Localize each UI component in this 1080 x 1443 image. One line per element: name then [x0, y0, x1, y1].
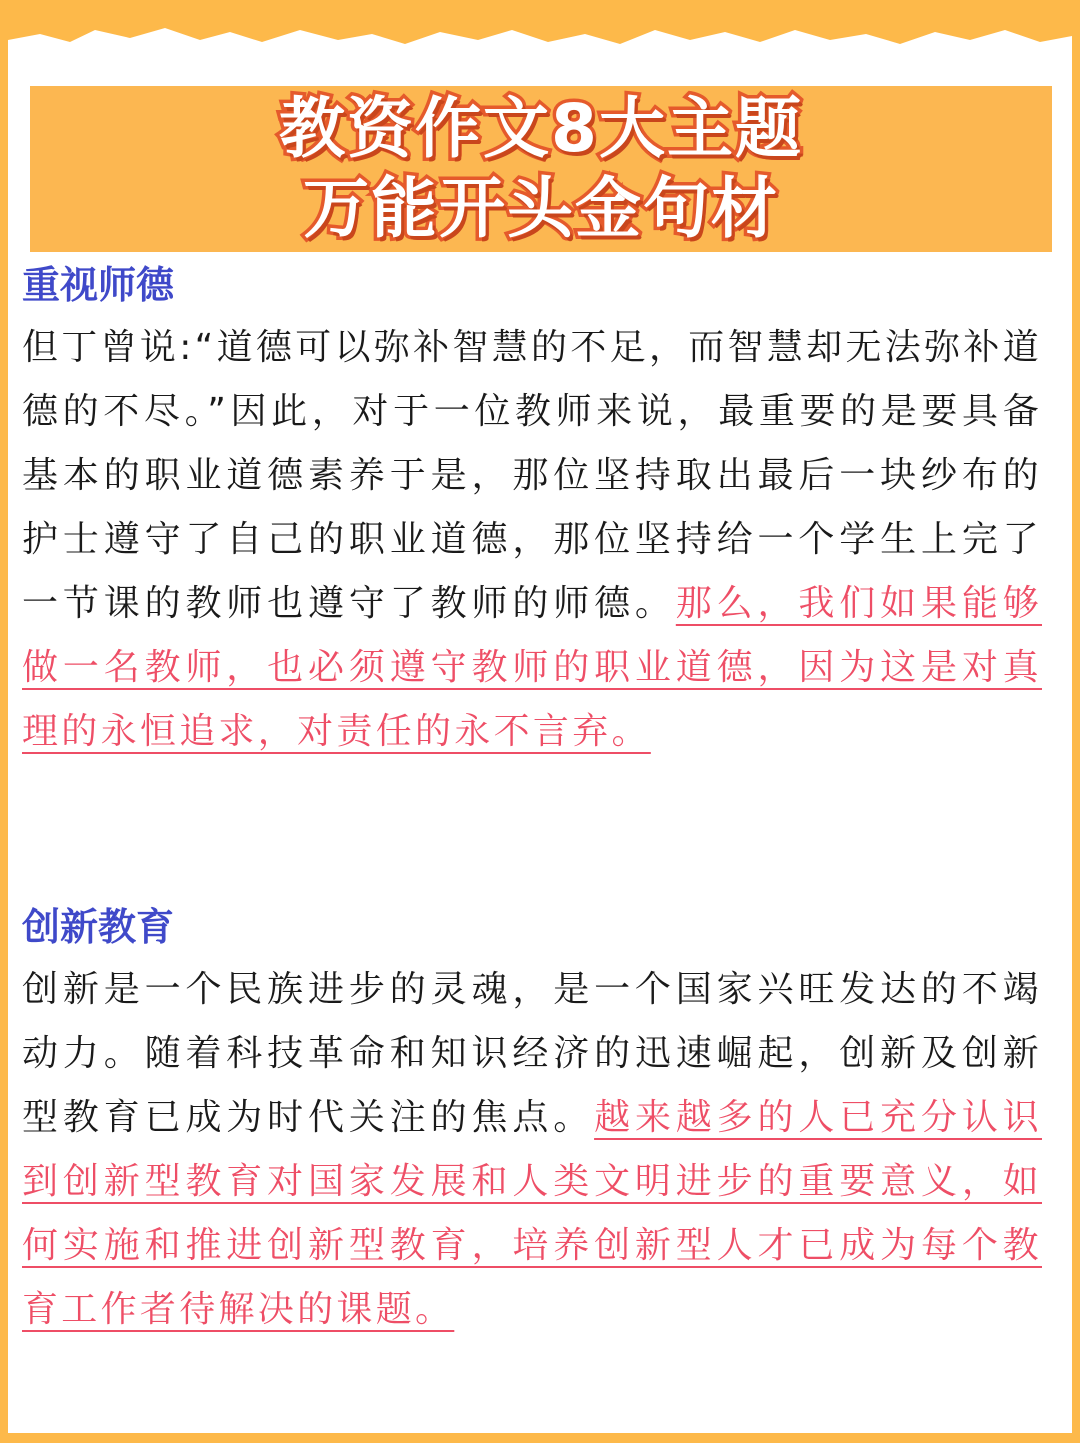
page-title [30, 86, 1052, 252]
section-heading: 创新教育 [22, 905, 175, 949]
highlighted-quote: 越来越多的人已充分认识到创新型教育对国家发展和人类文明进步的重要意义，如何实施和推进创新型教育，培养创新型人才已成为每个教育工作者待解决的课题。 [22, 1097, 1042, 1330]
section-body [22, 316, 1042, 764]
body-text: 创新是一个民族进步的灵魂，是一个国家兴旺发达的不竭动力。随着科技革命和知识经济的迅速崛起，创新及创新型教育已成为时代关注的焦点。 [22, 969, 1042, 1138]
body-text: 但丁曾说:“道德可以弥补智慧的不足，而智慧却无法弥补道德的不尽。”因此，对于一位教师来说，最重要的是要具备基本的职业道德素养于是，那位坚持取出最后一块纱布的护士遵守了自己的职业道德，那位坚持给一个学生上完了一节课的教师也遵守了教师的师德。 [22, 327, 1042, 624]
section-heading: 重视师德 [22, 263, 175, 307]
highlighted-quote: 那么，我们如果能够做一名教师，也必须遵守教师的职业道德，因为这是对真理的永恒追求，对责任的永不言弃。 [22, 583, 1042, 752]
section-teacher-ethics [22, 260, 1042, 764]
section-body [22, 958, 1042, 1342]
title-banner [30, 86, 1052, 252]
title-line-2: 万能开头金句材 [303, 170, 779, 247]
section-innovation-education [22, 902, 1042, 1342]
title-line-1: 教资作文8大主题 [279, 90, 803, 167]
torn-paper-top-edge [0, 0, 1080, 70]
torn-paper-bottom-edge [0, 1405, 1080, 1443]
